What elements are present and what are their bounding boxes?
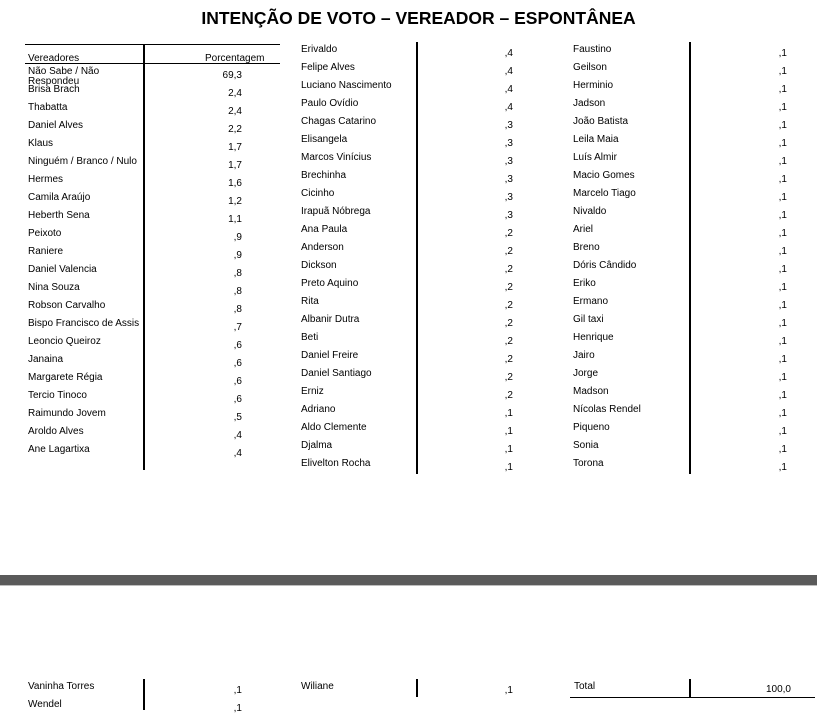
candidate-name: Camila Araújo xyxy=(28,192,91,203)
table-row xyxy=(28,100,242,118)
table-row xyxy=(28,298,242,316)
candidate-name: Klaus xyxy=(28,138,54,149)
table-row xyxy=(301,204,513,222)
percentage-value: ,3 xyxy=(504,138,513,149)
percentage-value: ,1 xyxy=(778,300,787,311)
candidate-name: Brisa Brach xyxy=(28,84,80,95)
table-row xyxy=(573,384,787,402)
percentage-value: ,1 xyxy=(778,156,787,167)
table-row xyxy=(573,276,787,294)
candidate-name: Marcelo Tiago xyxy=(573,188,636,199)
percentage-value: ,1 xyxy=(778,192,787,203)
table-row xyxy=(301,312,513,330)
table-row xyxy=(573,366,787,384)
percentage-value: ,1 xyxy=(504,444,513,455)
percentage-value: ,4 xyxy=(504,102,513,113)
percentage-value: ,2 xyxy=(504,336,513,347)
percentage-value: ,5 xyxy=(233,412,242,423)
table-row xyxy=(573,294,787,312)
table-row xyxy=(301,679,513,697)
percentage-value: 69,3 xyxy=(222,70,242,81)
candidate-name: Madson xyxy=(573,386,609,397)
candidate-name: Erniz xyxy=(301,386,324,397)
percentage-value: ,4 xyxy=(233,448,242,459)
candidate-name: Hermes xyxy=(28,174,64,185)
table-row xyxy=(573,186,787,204)
candidate-name: Marcos Vinícius xyxy=(301,152,372,163)
header-value: Porcentagem xyxy=(205,53,265,64)
candidate-name: Raimundo Jovem xyxy=(28,408,106,419)
percentage-value: 2,4 xyxy=(228,88,242,99)
candidate-name: Thabatta xyxy=(28,102,68,113)
percentage-value: ,1 xyxy=(778,408,787,419)
candidate-name: Breno xyxy=(573,242,600,253)
candidate-name: Janaina xyxy=(28,354,64,365)
candidate-name: Herminio xyxy=(573,80,614,91)
percentage-value: 1,7 xyxy=(228,160,242,171)
percentage-value: ,2 xyxy=(504,318,513,329)
table-row xyxy=(301,168,513,186)
percentage-value: ,4 xyxy=(504,48,513,59)
table-row xyxy=(28,226,242,244)
table-row xyxy=(301,60,513,78)
candidate-name: Bispo Francisco de Assis xyxy=(28,318,140,329)
table-row xyxy=(573,168,787,186)
percentage-value: ,1 xyxy=(778,228,787,239)
table-row xyxy=(301,186,513,204)
percentage-value: ,4 xyxy=(504,66,513,77)
table-row xyxy=(301,96,513,114)
percentage-value: ,1 xyxy=(504,685,513,696)
percentage-value: ,1 xyxy=(778,264,787,275)
candidate-name: Beti xyxy=(301,332,319,343)
percentage-value: ,6 xyxy=(233,394,242,405)
candidate-name: Adriano xyxy=(301,404,336,415)
candidate-name: Piqueno xyxy=(573,422,610,433)
table-row xyxy=(573,150,787,168)
percentage-value: ,1 xyxy=(778,372,787,383)
table-row xyxy=(28,442,242,460)
percentage-value: ,3 xyxy=(504,156,513,167)
candidate-name: Chagas Catarino xyxy=(301,116,377,127)
percentage-value: ,3 xyxy=(504,174,513,185)
candidate-name: Daniel Santiago xyxy=(301,368,372,379)
candidate-name: Raniere xyxy=(28,246,64,257)
table-row xyxy=(301,456,513,474)
candidate-name: Torona xyxy=(573,458,604,469)
candidate-name: Margarete Régia xyxy=(28,372,103,383)
candidate-name: Geilson xyxy=(573,62,607,73)
table-row xyxy=(301,114,513,132)
table-row xyxy=(301,42,513,60)
table-row xyxy=(573,312,787,330)
percentage-value: 1,2 xyxy=(228,196,242,207)
percentage-value: ,2 xyxy=(504,390,513,401)
table-row xyxy=(28,244,242,262)
candidate-name: Ana Paula xyxy=(301,224,348,235)
candidate-name: Jairo xyxy=(573,350,595,361)
table-row xyxy=(301,132,513,150)
table-row xyxy=(573,456,787,474)
candidate-name: Jadson xyxy=(573,98,606,109)
candidate-name: Luís Almir xyxy=(573,152,617,163)
table-row xyxy=(28,208,242,226)
percentage-value: ,2 xyxy=(504,372,513,383)
table-row xyxy=(573,96,787,114)
table-row xyxy=(28,352,242,370)
candidate-name: Vaninha Torres xyxy=(28,681,95,692)
percentage-value: ,7 xyxy=(233,322,242,333)
percentage-value: ,1 xyxy=(778,318,787,329)
table-row xyxy=(573,114,787,132)
table-row xyxy=(573,78,787,96)
table-row xyxy=(573,204,787,222)
candidate-name: Brechinha xyxy=(301,170,347,181)
percentage-value: ,2 xyxy=(504,282,513,293)
percentage-value: ,2 xyxy=(504,354,513,365)
header-name: Vereadores xyxy=(28,53,80,64)
table-header xyxy=(25,44,280,64)
total-row xyxy=(570,679,815,698)
table-row xyxy=(28,82,242,100)
candidate-name: Wendel xyxy=(28,699,62,710)
percentage-value: 2,2 xyxy=(228,124,242,135)
percentage-value: ,4 xyxy=(233,430,242,441)
percentage-value: ,1 xyxy=(778,120,787,131)
table-row xyxy=(573,348,787,366)
percentage-value: ,3 xyxy=(504,210,513,221)
table-row xyxy=(28,280,242,298)
candidate-name: Irapuã Nóbrega xyxy=(301,206,371,217)
percentage-value: ,1 xyxy=(233,703,242,714)
table-row xyxy=(573,330,787,348)
candidate-name: Henrique xyxy=(573,332,614,343)
table-row xyxy=(573,60,787,78)
candidate-name: Ariel xyxy=(573,224,594,235)
candidate-name: Aldo Clemente xyxy=(301,422,367,433)
candidate-name: Albanir Dutra xyxy=(301,314,360,325)
candidate-name: Tercio Tinoco xyxy=(28,390,87,401)
percentage-value: ,1 xyxy=(778,48,787,59)
table-row xyxy=(301,330,513,348)
candidate-name: Ninguém / Branco / Nulo xyxy=(28,156,137,167)
percentage-value: ,1 xyxy=(778,444,787,455)
percentage-value: ,2 xyxy=(504,300,513,311)
candidate-name: João Batista xyxy=(573,116,629,127)
percentage-value: 2,4 xyxy=(228,106,242,117)
percentage-value: ,2 xyxy=(504,228,513,239)
percentage-value: ,8 xyxy=(233,286,242,297)
candidate-name: Faustino xyxy=(573,44,612,55)
table-row xyxy=(28,316,242,334)
candidate-name: Robson Carvalho xyxy=(28,300,106,311)
percentage-value: ,1 xyxy=(233,685,242,696)
candidate-name: Dickson xyxy=(301,260,337,271)
table-row xyxy=(28,679,242,697)
table-row xyxy=(301,366,513,384)
candidate-name: Eriko xyxy=(573,278,596,289)
candidate-name: Sonia xyxy=(573,440,599,451)
percentage-value: ,1 xyxy=(504,462,513,473)
percentage-value: ,1 xyxy=(778,174,787,185)
table-row xyxy=(301,438,513,456)
table-row xyxy=(573,222,787,240)
candidate-name: Não Sabe / Não Respondeu xyxy=(28,66,100,87)
table-row xyxy=(28,172,242,190)
percentage-value: ,1 xyxy=(778,210,787,221)
table-row xyxy=(28,190,242,208)
table-row xyxy=(28,154,242,172)
candidate-name: Elivelton Rocha xyxy=(301,458,371,469)
candidate-name: Luciano Nascimento xyxy=(301,80,392,91)
table-row xyxy=(573,132,787,150)
table-row xyxy=(301,348,513,366)
percentage-value: ,1 xyxy=(504,426,513,437)
table-row xyxy=(301,258,513,276)
table-row xyxy=(573,240,787,258)
percentage-value: ,2 xyxy=(504,264,513,275)
candidate-name: Nivaldo xyxy=(573,206,607,217)
table-row xyxy=(573,438,787,456)
table-row xyxy=(301,78,513,96)
total-value: 100,0 xyxy=(765,684,791,695)
page-title: INTENÇÃO DE VOTO – VEREADOR – ESPONTÂNEA xyxy=(201,8,636,28)
candidate-name: Daniel Freire xyxy=(301,350,359,361)
percentage-value: ,3 xyxy=(504,120,513,131)
table-row xyxy=(573,420,787,438)
candidate-name: Dóris Cândido xyxy=(573,260,637,271)
candidate-name: Peixoto xyxy=(28,228,62,239)
candidate-name: Djalma xyxy=(301,440,333,451)
table-row xyxy=(28,697,242,715)
page-break xyxy=(0,575,817,585)
candidate-name: Felipe Alves xyxy=(301,62,355,73)
candidate-name: Cicinho xyxy=(301,188,335,199)
candidate-name: Rita xyxy=(301,296,319,307)
percentage-value: ,1 xyxy=(778,282,787,293)
candidate-name: Daniel Alves xyxy=(28,120,84,131)
percentage-value: ,4 xyxy=(504,84,513,95)
table-row xyxy=(28,370,242,388)
percentage-value: ,6 xyxy=(233,376,242,387)
percentage-value: ,1 xyxy=(778,426,787,437)
percentage-value: ,1 xyxy=(778,354,787,365)
percentage-value: ,9 xyxy=(233,250,242,261)
percentage-value: ,9 xyxy=(233,232,242,243)
percentage-value: ,8 xyxy=(233,268,242,279)
candidate-name: Wiliane xyxy=(301,681,334,692)
candidate-name: Heberth Sena xyxy=(28,210,90,221)
candidate-name: Nícolas Rendel xyxy=(573,404,641,415)
percentage-value: ,1 xyxy=(778,138,787,149)
total-label: Total xyxy=(574,681,596,692)
percentage-value: ,1 xyxy=(778,84,787,95)
percentage-value: ,6 xyxy=(233,358,242,369)
table-row xyxy=(573,402,787,420)
table-row xyxy=(301,384,513,402)
candidate-name: Preto Aquino xyxy=(301,278,359,289)
candidate-name: Daniel Valencia xyxy=(28,264,97,275)
candidate-name: Gil taxi xyxy=(573,314,604,325)
percentage-value: ,1 xyxy=(778,336,787,347)
percentage-value: ,1 xyxy=(778,246,787,257)
percentage-value: ,3 xyxy=(504,192,513,203)
percentage-value: ,6 xyxy=(233,340,242,351)
candidate-name: Jorge xyxy=(573,368,599,379)
table-row xyxy=(28,406,242,424)
candidate-name: Erivaldo xyxy=(301,44,338,55)
candidate-name: Nina Souza xyxy=(28,282,80,293)
table-row xyxy=(28,118,242,136)
percentage-value: ,2 xyxy=(504,246,513,257)
table-row xyxy=(301,294,513,312)
percentage-value: ,1 xyxy=(778,462,787,473)
percentage-value: 1,7 xyxy=(228,142,242,153)
table-row xyxy=(301,276,513,294)
table-row xyxy=(28,334,242,352)
table-row xyxy=(301,150,513,168)
candidate-name: Leila Maia xyxy=(573,134,619,145)
percentage-value: 1,6 xyxy=(228,178,242,189)
candidate-name: Anderson xyxy=(301,242,344,253)
percentage-value: ,1 xyxy=(504,408,513,419)
table-row xyxy=(28,424,242,442)
candidate-name: Leoncio Queiroz xyxy=(28,336,101,347)
table-row xyxy=(301,222,513,240)
table-row xyxy=(28,262,242,280)
percentage-value: ,8 xyxy=(233,304,242,315)
percentage-value: 1,1 xyxy=(228,214,242,225)
table-row xyxy=(301,402,513,420)
percentage-value: ,1 xyxy=(778,102,787,113)
candidate-name: Paulo Ovídio xyxy=(301,98,359,109)
percentage-value: ,1 xyxy=(778,390,787,401)
table-row xyxy=(28,64,242,87)
candidate-name: Aroldo Alves xyxy=(28,426,84,437)
table-row xyxy=(301,240,513,258)
percentage-value: ,1 xyxy=(778,66,787,77)
table-row xyxy=(28,388,242,406)
candidate-name: Macio Gomes xyxy=(573,170,635,181)
table-row xyxy=(28,136,242,154)
candidate-name: Ane Lagartixa xyxy=(28,444,90,455)
candidate-name: Elisangela xyxy=(301,134,348,145)
table-row xyxy=(301,420,513,438)
table-row xyxy=(573,42,787,60)
table-row xyxy=(573,258,787,276)
candidate-name: Ermano xyxy=(573,296,609,307)
